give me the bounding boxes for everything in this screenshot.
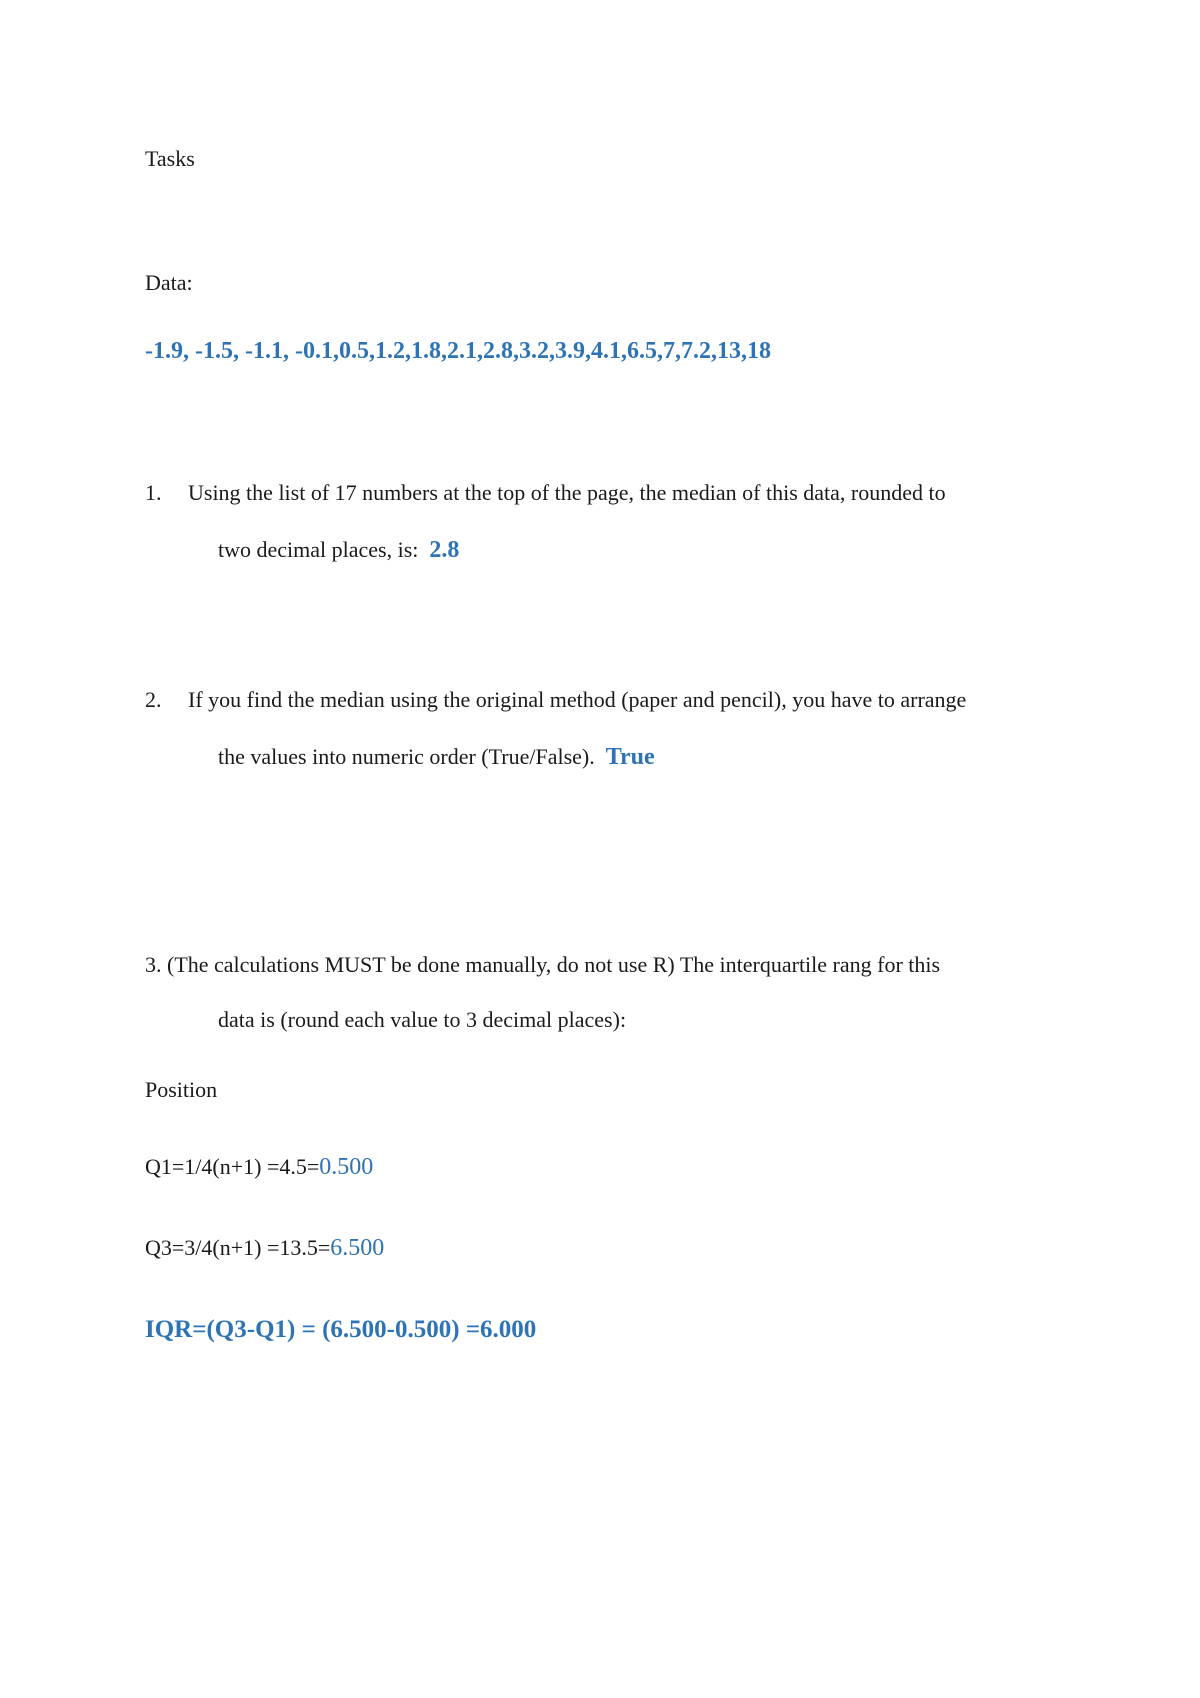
answer-true-false: True (605, 744, 655, 770)
position-label: Position (145, 1077, 218, 1102)
question-1-line-1 (145, 482, 946, 504)
question-text: (The calculations MUST be done manually, do not use R) The interquartile rang for this (167, 952, 941, 977)
question-2-line-1 (145, 689, 966, 711)
q1-formula: Q1=1/4(n+1) =4.5= (145, 1154, 320, 1179)
q3-calculation (145, 1236, 384, 1260)
q3-formula: Q3=3/4(n+1) =13.5= (145, 1235, 331, 1260)
question-1-line-2 (218, 538, 459, 562)
question-text: If you find the median using the original method (paper and pencil), you have to arrange (188, 687, 967, 712)
question-3-line-2 (218, 1009, 626, 1031)
question-number: 2. (145, 687, 162, 712)
q3-value: 6.500 (330, 1235, 385, 1261)
data-label: Data: (145, 270, 193, 295)
question-2-line-2 (218, 745, 655, 769)
answer-median: 2.8 (429, 537, 460, 563)
question-text: Using the list of 17 numbers at the top of the page, the median of this data, rounded to (188, 480, 946, 505)
iqr-result: IQR=(Q3-Q1) = (6.500-0.500) =6.000 (145, 1316, 537, 1343)
question-3-line-1 (145, 954, 940, 976)
question-number: 1. (145, 480, 162, 505)
question-text: two decimal places, is: (218, 537, 419, 562)
q1-value: 0.500 (319, 1154, 374, 1180)
question-text: data is (round each value to 3 decimal places): (218, 1007, 627, 1032)
data-values: -1.9, -1.5, -1.1, -0.1,0.5,1.2,1.8,2.1,2.8,3.2,3.9,4.1,6.5,7,7.2,13,18 (145, 338, 771, 364)
q1-calculation (145, 1155, 373, 1179)
page-title: Tasks (145, 146, 195, 171)
question-text: the values into numeric order (True/False). (218, 744, 595, 769)
question-number: 3. (145, 952, 162, 977)
